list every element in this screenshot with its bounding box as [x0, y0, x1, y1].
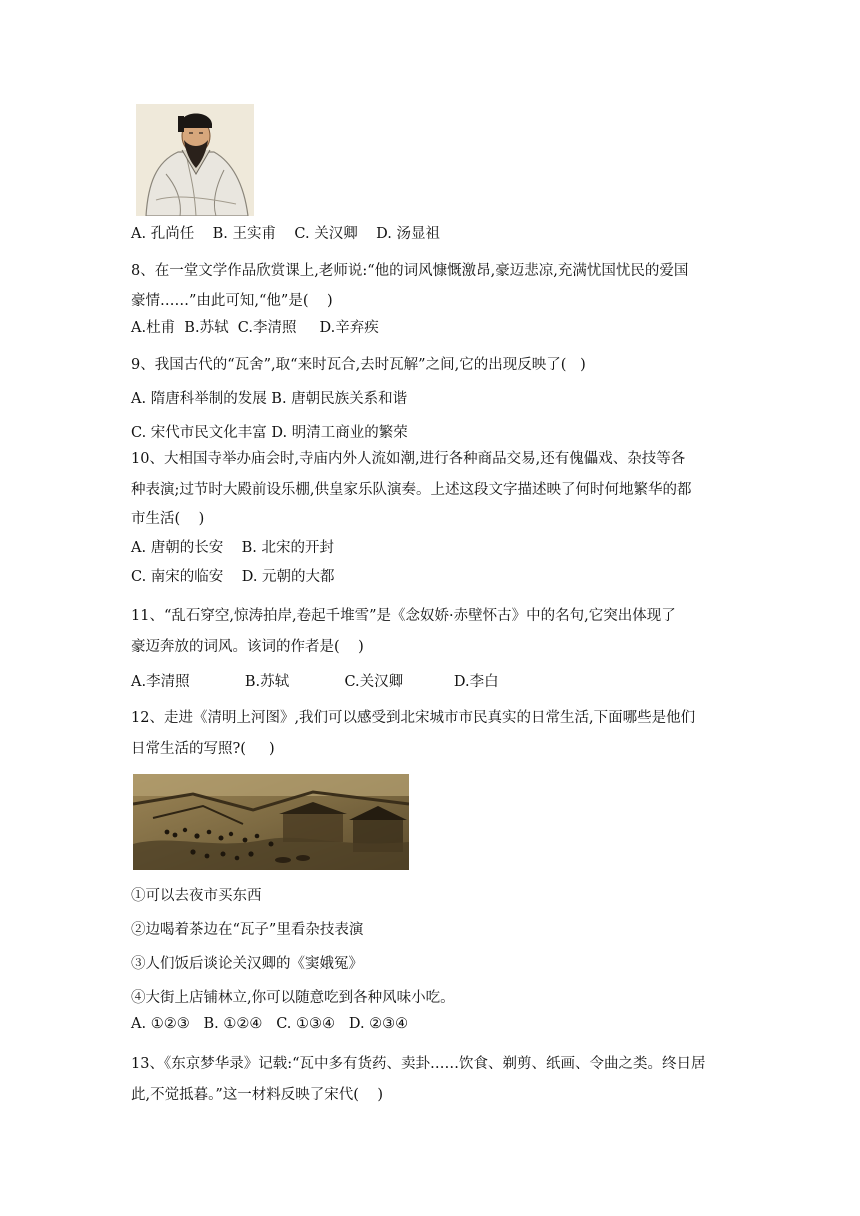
q8-stem-line2: 豪情……”由此可知,“他”是( )	[131, 293, 333, 309]
q10-stem-line3: 市生活( )	[131, 511, 205, 527]
q9-options-row2: C. 宋代市民文化丰富 D. 明清工商业的繁荣	[131, 425, 408, 441]
qingming-scroll-image	[133, 774, 409, 870]
q8-options: A.杜甫 B.苏轼 C.李清照 D.辛弃疾	[131, 320, 379, 336]
q11-stem-line2: 豪迈奔放的词风。该词的作者是( )	[131, 639, 364, 655]
q11-stem-line1: 11、“乱石穿空,惊涛拍岸,卷起千堆雪”是《念奴娇·赤壁怀古》中的名句,它突出体现了	[131, 608, 676, 624]
q9-stem: 9、我国古代的“瓦舍”,取“来时瓦合,去时瓦解”之间,它的出现反映了( )	[131, 357, 586, 373]
q11-options: A.李清照 B.苏轼 C.关汉卿 D.李白	[131, 674, 499, 690]
q8-stem-line1: 8、在一堂文学作品欣赏课上,老师说:“他的词风慷慨激昂,豪迈悲凉,充满忧国忧民的爱国	[131, 263, 689, 279]
q7-options: A. 孔尚任 B. 王实甫 C. 关汉卿 D. 汤显祖	[131, 226, 440, 242]
scholar-portrait-image	[136, 104, 254, 216]
q10-stem-line1: 10、大相国寺举办庙会时,寺庙内外人流如潮,进行各种商品交易,还有傀儡戏、杂技等各	[131, 451, 686, 467]
q12-stem-line1: 12、走进《清明上河图》,我们可以感受到北宋城市市民真实的日常生活,下面哪些是他们	[131, 710, 696, 726]
q12-item1: ①可以去夜市买东西	[131, 888, 262, 904]
q10-stem-line2: 种表演;过节时大殿前设乐棚,供皇家乐队演奏。上述这段文字描述映了何时何地繁华的都	[131, 482, 692, 498]
q12-stem-line2: 日常生活的写照?( )	[131, 741, 275, 757]
q12-options: A. ①②③ B. ①②④ C. ①③④ D. ②③④	[131, 1016, 409, 1032]
q12-item2: ②边喝着茶边在“瓦子”里看杂技表演	[131, 922, 364, 938]
q10-options-row1: A. 唐朝的长安 B. 北宋的开封	[131, 540, 334, 556]
q13-stem-line1: 13、《东京梦华录》记载:“瓦中多有货药、卖卦……饮食、剃剪、纸画、令曲之类。终日居	[131, 1056, 706, 1072]
q9-options-row1: A. 隋唐科举制的发展 B. 唐朝民族关系和谐	[131, 391, 408, 407]
q12-item3: ③人们饭后谈论关汉卿的《窦娥冤》	[131, 956, 363, 972]
q12-item4: ④大街上店铺林立,你可以随意吃到各种风味小吃。	[131, 990, 455, 1006]
q10-options-row2: C. 南宋的临安 D. 元朝的大都	[131, 569, 335, 585]
q13-stem-line2: 此,不觉抵暮。”这一材料反映了宋代( )	[131, 1087, 384, 1103]
